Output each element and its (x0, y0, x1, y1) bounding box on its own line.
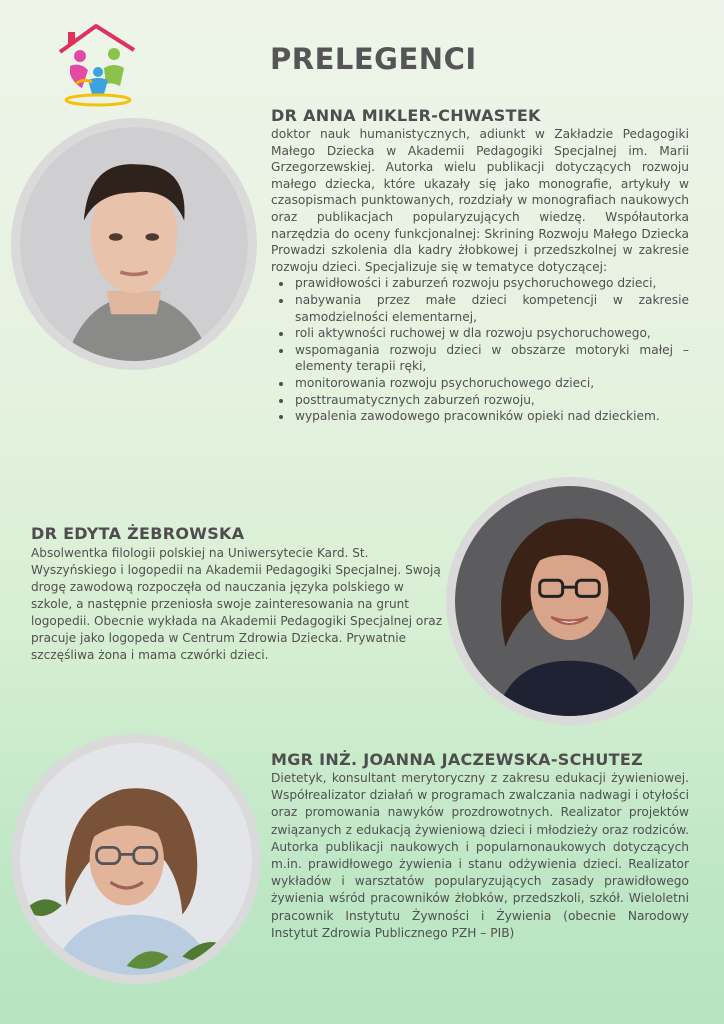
speaker-name: MGR INŻ. JOANNA JACZEWSKA-SCHUTEZ (271, 750, 643, 769)
family-house-logo-icon (52, 18, 144, 110)
topic-item: • monitorowania rozwoju psychoruchowego dzieci, (293, 375, 689, 392)
topic-item: • roli aktywności ruchowej w dla rozwoju psychoruchowego, (293, 325, 689, 342)
speaker-photo-anna (11, 118, 257, 370)
speaker-bio-text: Absolwentka filologii polskiej na Uniwersytecie Kard. St. Wyszyńskiego i logopedii na Akademii Pedagogiki Specjalnej. Swoją drogę zawodową rozpoczęła od nauczania języka polskiego w szkole, a następnie przeniosła swoje zainteresowania na grunt logopedii. Obecnie wykłada na Akademii Pedagogiki Specjalnej oraz pracuje jako logopeda w Centrum Zdrowia Dziecka. Prywatnie szczęśliwa żona i mama czwórki dzieci. (31, 546, 443, 662)
speaker-bio (31, 545, 445, 664)
speaker-name: DR EDYTA ŻEBROWSKA (31, 524, 245, 543)
speaker-photo-joanna (11, 734, 261, 984)
speaker-bio-text: Dietetyk, konsultant merytoryczny z zakresu edukacji żywieniowej. Współrealizator działań w programach zwalczania nadwagi i otyłości oraz promowania nawyków prozdrowotnych. Realizator projektów związanych z edukacją żywieniową dzieci i młodzieży oraz rodziców. Autorka publikacji naukowych i popularnonaukowych dotyczących m.in. prawidłowego żywienia i stanu odżywienia dzieci. Realizator wykładów i warsztatów popularyzujących zasady prawidłowego żywienia wśród pracowników żłobków, przedszkoli, szkół. Wieloletni pracownik Instytutu Żywności i Żywienia (obecnie Narodowy Instytut Zdrowia Publicznego PZH – PIB) (271, 771, 689, 940)
speaker-name: DR ANNA MIKLER-CHWASTEK (271, 106, 541, 125)
speaker-bio-text: doktor nauk humanistycznych, adiunkt w Zakładzie Pedagogiki Małego Dziecka w Akademii Pedagogiki Specjalnej im. Marii Grzegorzewskiej. Autorka wielu publikacji dotyczących rozwoju małego dziecka, które ukazały się jako monografie, artykuły w czasopismach punktowanych, rozdziały w monografiach naukowych oraz publikacjach popularyzujących wiedzę. Współautorka narzędzia do oceny funkcjonalnej: Skrining Rozwoju Małego Dziecka Prowadzi szkolenia dla kadry żłobkowej i przedszkolnej w zakresie rozwoju dzieci. Specjalizuje się w tematyce dotyczącej: (271, 127, 689, 274)
topic-item: • wspomagania rozwoju dzieci w obszarze motoryki małej – elementy terapii ręki, (293, 342, 689, 375)
topic-list (271, 275, 689, 424)
speaker-photo-edyta (446, 477, 693, 725)
page-title: PRELEGENCI (270, 42, 477, 76)
topic-item: • nabywania przez małe dzieci kompetencji w zakresie samodzielności elementarnej, (293, 292, 689, 325)
topic-item: • wypalenia zawodowego pracowników opieki nad dzieckiem. (293, 408, 689, 425)
topic-item: • posttraumatycznych zaburzeń rozwoju, (293, 392, 689, 409)
topic-item: • prawidłowości i zaburzeń rozwoju psychoruchowego dzieci, (293, 275, 689, 292)
speaker-bio (271, 770, 689, 942)
speaker-bio (271, 126, 689, 425)
